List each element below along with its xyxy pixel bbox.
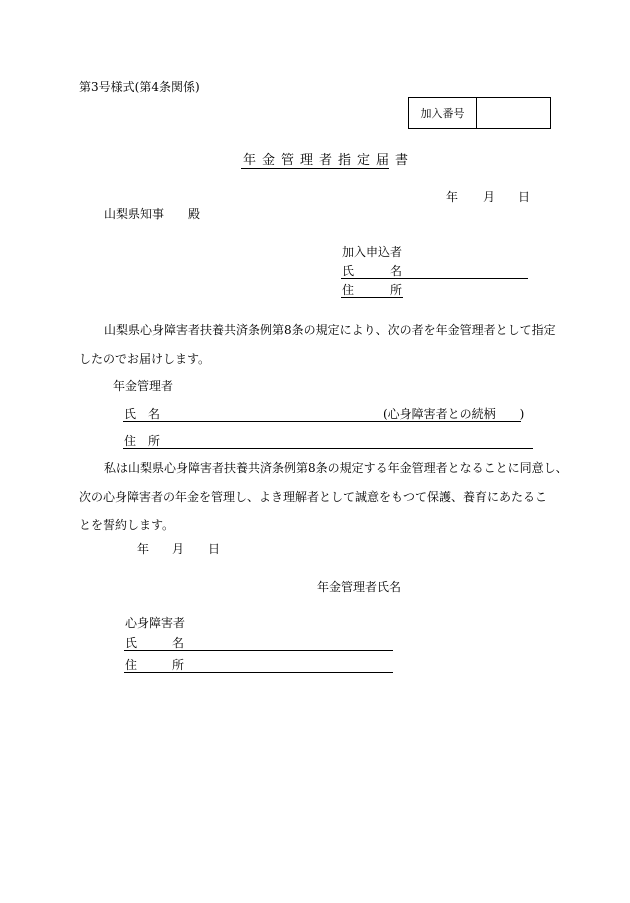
enrollment-number-label: 加入番号 [409, 98, 477, 128]
manager-heading: 年金管理者 [113, 379, 174, 393]
date-day: 日 [518, 190, 531, 204]
consent-line-2: 次の心身障害者の年金を管理し、よき理解者として誠意をもつて保護、養育にあたるこ [79, 490, 548, 504]
statement-line-1: 山梨県心身障害者扶養共済条例第8条の規定により、次の者を年金管理者として指定 [104, 323, 556, 337]
consent-date-month: 月 [172, 542, 185, 556]
addressee: 山梨県知事 殿 [104, 207, 201, 221]
applicant-address-field[interactable] [341, 297, 403, 298]
applicant-address-label-2: 所 [390, 283, 403, 297]
statement-line-2: したのでお届けします。 [79, 352, 211, 366]
disabled-person-heading: 心身障害者 [125, 616, 186, 630]
date-month: 月 [483, 190, 496, 204]
applicant-name-field[interactable] [341, 278, 528, 279]
manager-address-label: 住 所 [124, 434, 161, 448]
disabled-person-address-field[interactable] [124, 672, 393, 673]
manager-signature-label: 年金管理者氏名 [317, 580, 402, 594]
disabled-person-name-field[interactable] [124, 650, 393, 651]
consent-date-day: 日 [208, 542, 221, 556]
enrollment-number-field[interactable] [477, 98, 550, 128]
applicant-name-label-1: 氏 [342, 264, 355, 278]
consent-line-1: 私は山梨県心身障害者扶養共済条例第8条の規定する年金管理者となることに同意し、 [104, 461, 568, 475]
title-underline [241, 168, 389, 169]
form-number: 第3号様式(第4条関係) [79, 80, 200, 94]
enrollment-number-box [408, 97, 551, 129]
date-year: 年 [446, 190, 459, 204]
manager-name-field[interactable] [123, 421, 521, 422]
document-title: 年金管理者指定届書 [243, 153, 415, 168]
disabled-person-address-label-1: 住 [125, 658, 138, 672]
disabled-person-name-label-1: 氏 [125, 636, 138, 650]
applicant-name-label-2: 名 [390, 264, 403, 278]
manager-relation: (心身障害者との続柄 ) [383, 407, 525, 421]
applicant-address-label-1: 住 [342, 283, 355, 297]
manager-name-label: 氏 名 [124, 407, 161, 421]
consent-date-year: 年 [137, 542, 150, 556]
applicant-heading: 加入申込者 [342, 245, 403, 259]
disabled-person-name-label-2: 名 [172, 636, 185, 650]
consent-line-3: とを誓約します。 [79, 518, 175, 532]
manager-address-field[interactable] [123, 448, 533, 449]
disabled-person-address-label-2: 所 [172, 658, 185, 672]
